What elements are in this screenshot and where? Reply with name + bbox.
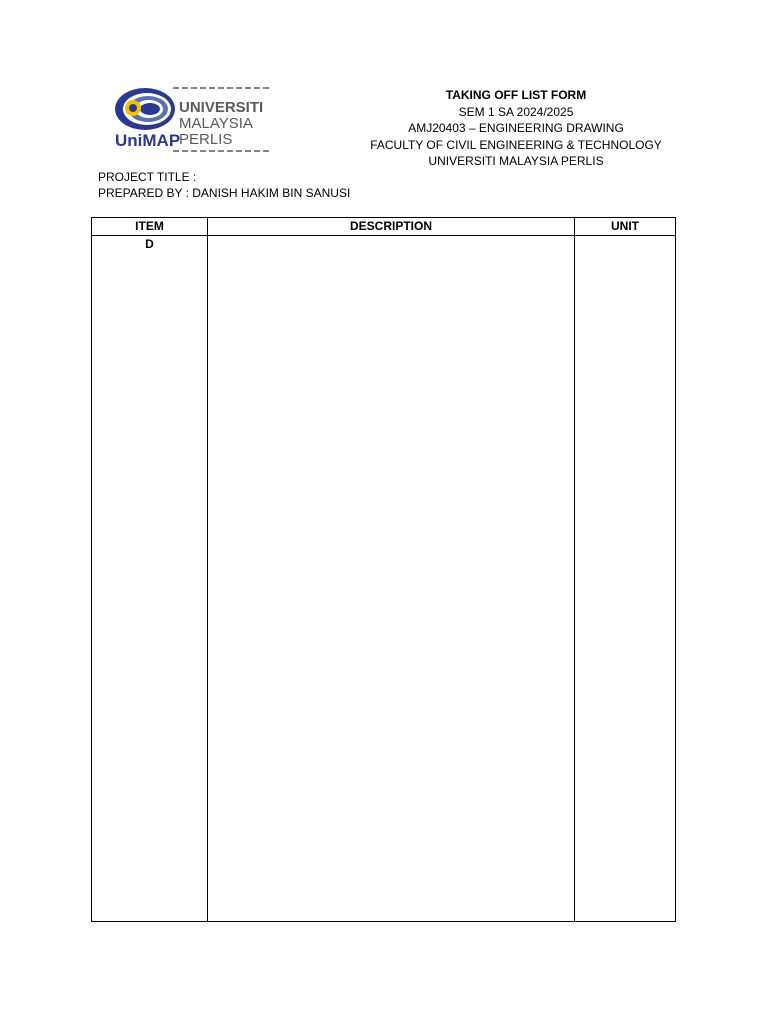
logo-name-line1: UNIVERSITI (179, 99, 264, 116)
university-line: UNIVERSITI MALAYSIA PERLIS (428, 154, 604, 168)
unimap-logo-icon (113, 84, 275, 156)
semester-line: SEM 1 SA 2024/2025 (458, 104, 574, 119)
prepared-by-line: PREPARED BY : DANISH HAKIM BIN SANUSI (98, 186, 351, 200)
form-header (366, 87, 666, 170)
university-logo (113, 84, 275, 156)
column-header-unit: UNIT (611, 219, 639, 233)
column-header-description: DESCRIPTION (349, 219, 432, 233)
project-title-label: PROJECT TITLE : (98, 170, 197, 184)
header-row-divider (92, 235, 675, 236)
logo-acronym: UniMAP (115, 131, 181, 150)
logo-name-line3: PERLIS (179, 131, 233, 148)
form-title: TAKING OFF LIST FORM (445, 88, 587, 102)
project-info (98, 169, 350, 201)
column-divider-item (207, 218, 208, 921)
taking-off-table (91, 217, 676, 922)
faculty-line: FACULTY OF CIVIL ENGINEERING & TECHNOLOGY (370, 137, 662, 152)
course-line: AMJ20403 – ENGINEERING DRAWING (408, 121, 624, 135)
table-row-item-cell: D (145, 237, 154, 251)
column-divider-description (574, 218, 575, 921)
column-header-item: ITEM (135, 219, 164, 233)
logo-name-line2: MALAYSIA (179, 115, 253, 132)
